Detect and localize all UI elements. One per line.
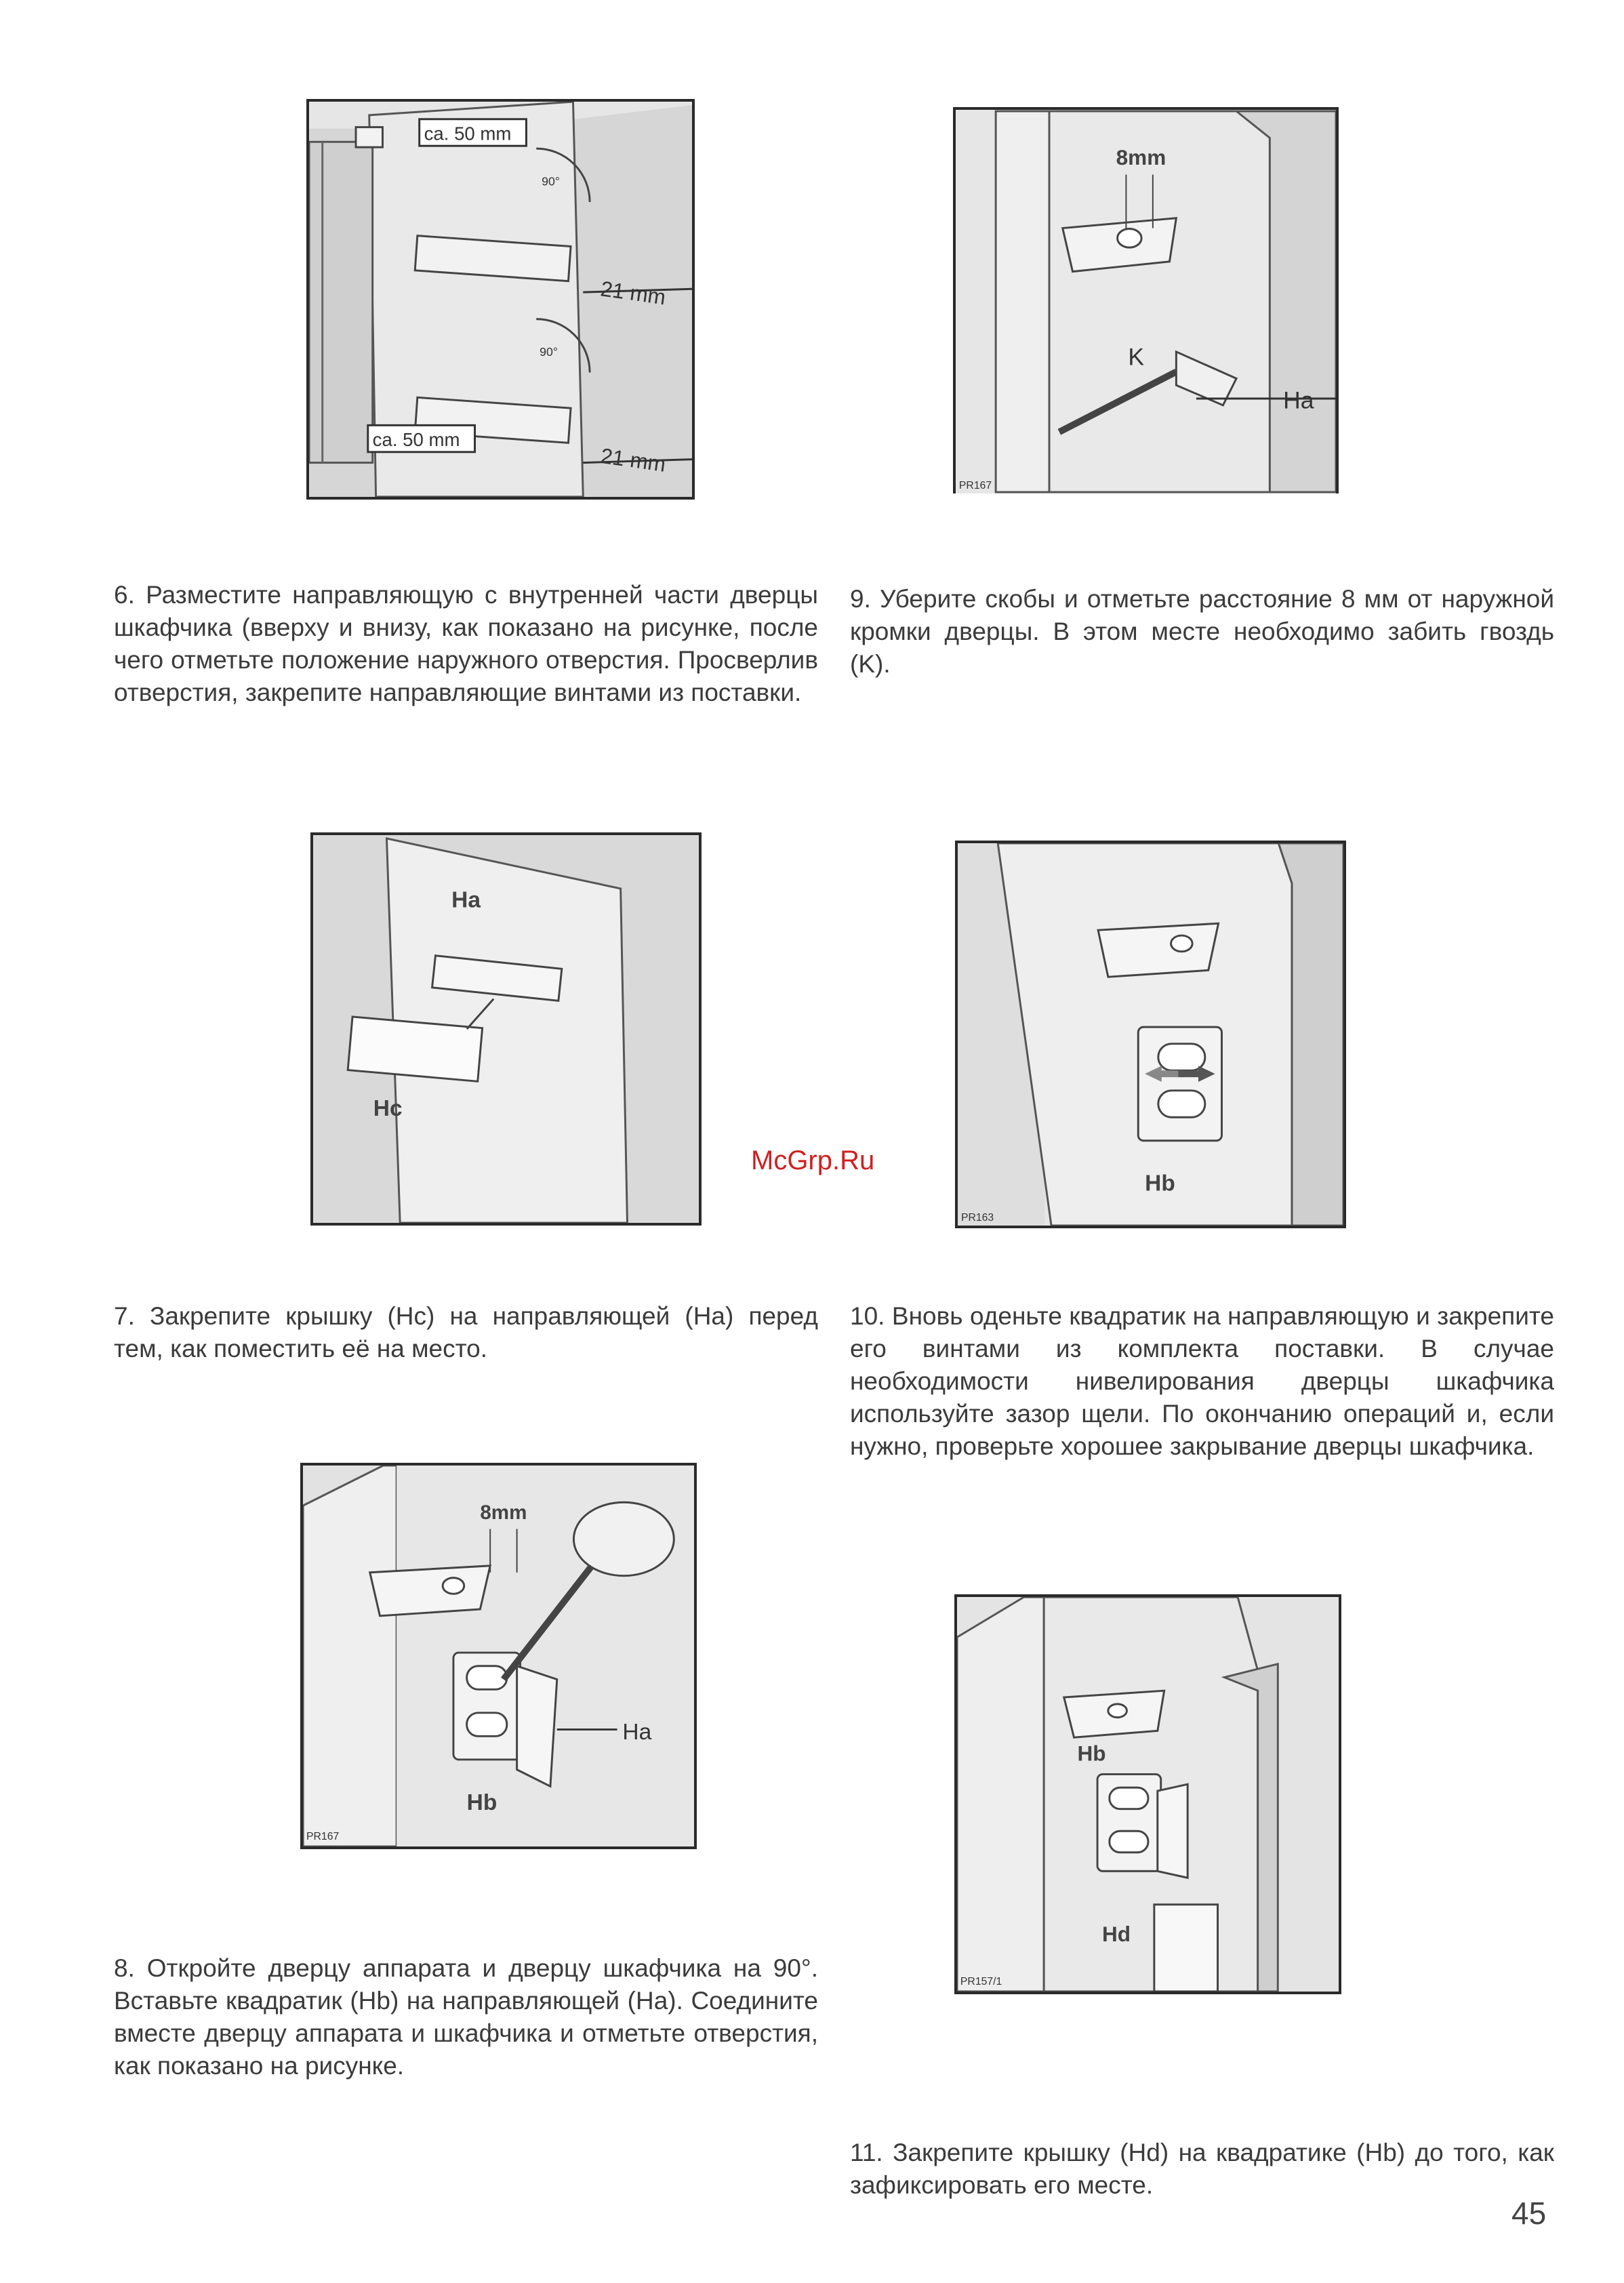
figure-code: PR167 [958,480,992,492]
label-hc: Hc [373,1096,403,1122]
figure-step-9 [953,107,1339,493]
figure-9-drawing [956,110,1336,493]
watermark: McGrp.Ru [751,1146,875,1175]
figure-7-drawing [313,835,699,1223]
page-number: 45 [1511,2196,1547,2231]
dim-21mm-top: 21 mm [598,276,668,310]
label-hd: Hd [1101,1921,1131,1946]
step-8-text: 8. Откройте дверцу аппарата и дверцу шкафчика на 90°. Вставьте квадратик (Hb) на направляющей (Ha). Соедините вместе дверцу аппарата и шкафчика и отметьте отверстия, как показано на рисунке. [114,1954,818,2080]
figure-6-drawing [309,102,692,497]
figure-8-drawing [303,1466,694,1846]
label-k: K [1128,343,1145,371]
ca-50mm-top-label: ca. 50 mm [424,123,512,144]
label-ha: Ha [622,1720,652,1745]
dim-21mm-bottom: 21 mm [598,443,668,477]
dim-8mm: 8mm [1116,144,1166,169]
step-10-text: 10. Вновь оденьте квадратик на направляющую и закрепите его винтами из комплекта поставки. В случае необходимости нивелирования дверцы шкафчика используйте зазор щели. По окончанию операций и, если нужно, проверьте хорошее закрывание дверцы шкафчика. [850,1302,1554,1460]
label-hb: Hb [466,1790,498,1815]
step-9-text: 9. Уберите скобы и отметьте расстояние 8 мм от наружной кромки дверцы. В этом месте необходимо забить гвоздь (K). [850,585,1554,678]
figure-code: PR157/1 [960,1976,1002,1988]
figure-step-7 [310,832,702,1226]
step-7-text: 7. Закрепите крышку (Hc) на направляющей (Ha) перед тем, как поместить её на место. [114,1302,818,1362]
label-ha: Ha [1283,386,1314,414]
step-6-text: 6. Разместите направляющую с внутренней части дверцы шкафчика (вверху и внизу, как показано на рисунке, после чего отметьте положение наружного отверстия. Просверлив отверстия, закрепите направляющие винтами из поставки. [114,581,818,706]
angle-90-bottom: 90° [540,344,559,359]
angle-90-top: 90° [542,174,560,188]
figure-step-10 [955,841,1346,1228]
figure-code: PR167 [306,1831,340,1843]
label-ha: Ha [451,887,481,913]
label-hb: Hb [1145,1171,1175,1196]
figure-code: PR163 [960,1212,994,1224]
figure-step-6 [306,99,695,500]
step-11-text: 11. Закрепите крышку (Hd) на квадратике (Hb) до того, как зафиксировать его месте. [850,2139,1554,2199]
figure-11-drawing [957,1597,1339,1992]
figure-10-drawing [958,843,1343,1226]
figure-step-11 [954,1594,1341,1994]
ca-50mm-bottom-label: ca. 50 mm [372,428,460,450]
dim-8mm: 8mm [480,1501,527,1524]
figure-step-8 [300,1463,697,1849]
label-hb: Hb [1077,1741,1106,1766]
